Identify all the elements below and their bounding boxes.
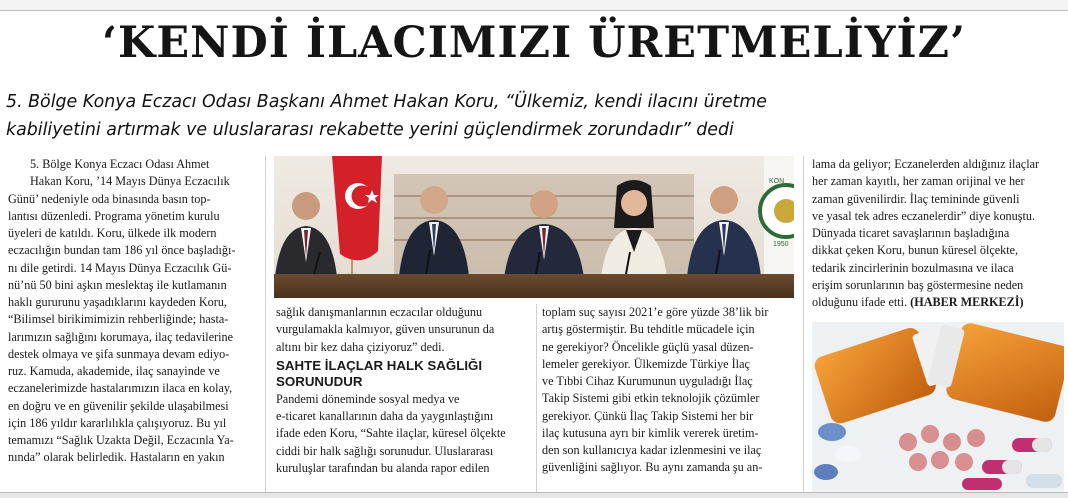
emblem-text-top: KON <box>769 178 785 185</box>
column-line: ciddi bir halk sağlığı sorunudur. Uluslararası <box>276 443 494 458</box>
column-line: ne gerekiyor? Öncelikle güçlü yasal düzen- <box>542 339 754 354</box>
medicine-pills-illustration <box>812 322 1064 492</box>
column-line: dikkat çeken Koru, bunun küresel ölçekte, <box>812 243 1019 258</box>
press-conference-photo <box>274 156 794 298</box>
column-line: kuruluşlar tarafından bu alanda rapor edilen <box>276 460 490 475</box>
subheadline <box>6 88 1064 144</box>
column-line: e-ticaret kanallarının daha da yaygınlaştığını <box>276 409 494 423</box>
column-line: Hakan Koru, ’14 Mayıs Dünya Eczacılık <box>30 174 230 189</box>
column-line: güvenliğini sağlıyor. Bu aynı zamanda şu an- <box>542 460 763 475</box>
column-line: ve yasal tek adres eczanelerdir” diye konuştu. <box>812 208 1035 223</box>
column-line: vurgulamakla kalmıyor, güven unsurunun da <box>276 322 495 337</box>
headline: ‘KENDİ İLACIMIZI ÜRETMELİYİZ’ <box>102 18 966 68</box>
column-line: temamızı “Sağlık Uzakta Değil, Eczacınla Ya- <box>8 433 234 447</box>
column-line: ifade eden Koru, “Sahte ilaçlar, küresel ölçekte <box>276 426 506 441</box>
section-subtitle <box>276 358 530 390</box>
column-line: Takip Sistemi gibi etkin teknolojik çözümler <box>542 391 760 406</box>
column-line: en doğru ve en güvenilir şekilde ulaşabilmesi <box>8 398 229 413</box>
column-line: lantısı düzenledi. Programa yönetim kurulu <box>8 208 220 223</box>
column-line: için 186 yıldır kararlılıkla çalışıyoruz. Bu yıl <box>8 415 227 430</box>
column-line: toplam suç sayısı 2021’e göre yüzde 38’lik bir <box>542 305 769 319</box>
column-line: nı dile getirdi. 14 Mayıs Dünya Eczacılık Gü- <box>8 260 232 275</box>
column-line: Günü’ nedeniyle oda binasında basın top- <box>8 191 211 206</box>
subheadline-line-1: 5. Bölge Konya Eczacı Odası Başkanı Ahmet Hakan Koru, “Ülkemiz, kendi ilacını üretme <box>6 92 768 112</box>
column-line: zaman güvenilirdir. İlaç temininde güvenli <box>812 191 1020 206</box>
column-line: 5. Bölge Konya Eczacı Odası Ahmet <box>30 157 210 171</box>
column-line: Pandemi döneminde sosyal medya ve <box>276 391 460 406</box>
article-column-1 <box>8 156 256 467</box>
article-column-3 <box>542 304 794 477</box>
column-line: Dünyada ticaret savaşlarının başladığına <box>812 226 1010 240</box>
column-line: artış göstermiştir. Bu tehditle mücadele için <box>542 322 755 337</box>
article-column-4 <box>812 156 1064 311</box>
column-line: nında” olarak belirledik. Hastaların en yakın <box>8 450 225 465</box>
column-line-last <box>812 294 1064 311</box>
column-line: den son kullanıcıya kadar izlenmesini ve ilaç <box>542 443 762 457</box>
column-divider <box>265 156 266 492</box>
column-line: ve Tıbbi Cihaz Kurumunun uyguladığı İlaç <box>542 374 753 388</box>
column-line: eczanelerimizde hastalarımızın ilaca en kolay, <box>8 381 233 396</box>
column-line: ilaç kutusuna ayrı bir kimlik vererek üretim- <box>542 425 759 440</box>
medicine-pills-photo <box>812 322 1064 492</box>
column-line: larımızın sağlığını korumaya, ilaç tedavilerine <box>8 329 234 344</box>
column-divider <box>536 304 537 492</box>
column-line: altını bir kez daha çiziyoruz” dedi. <box>276 339 445 354</box>
column-line: tedarik zincirlerinin bozulmasına ve ilaca <box>812 260 1014 275</box>
column-line: ruz. Kamuda, akademide, ilaç sanayinde ve <box>8 364 220 378</box>
column-line: üyeleri de katıldı. Koru, ülkede ilk modern <box>8 226 217 240</box>
column-line: lemeler gerekiyor. Ülkemizde Türkiye İlaç <box>542 356 750 371</box>
section-subtitle-line-2: SORUNUDUR <box>276 373 363 389</box>
column-line: haklı gururunu yaşadıklarını kaydeden Koru, <box>8 295 227 309</box>
column-line: her zaman kayıtlı, her zaman orijinal ve her <box>812 174 1025 189</box>
byline-credit: (HABER MERKEZİ) <box>910 295 1024 309</box>
closing-text: olduğunu ifade etti. <box>812 295 908 309</box>
press-conference-illustration <box>274 156 794 298</box>
column-line: “Bilimsel birikimimizin rehberliğinde; hasta- <box>8 312 229 327</box>
section-subtitle-line-1: SAHTE İLAÇLAR HALK SAĞLIĞI <box>276 357 483 373</box>
bottom-rule <box>0 492 1068 498</box>
column-line: gerekiyor. Çünkü İlaç Takip Sistemi her bir <box>542 408 754 423</box>
column-line: destek olmaya ve şifa sunmaya devam ediyo- <box>8 346 230 361</box>
column-line: erişim sorunlarının baş göstermesine neden <box>812 277 1024 292</box>
column-line: lama da geliyor; Eczanelerden aldığınız ilaçlar <box>812 157 1040 171</box>
emblem-text-year: 1950 <box>773 241 789 248</box>
top-rule <box>0 0 1068 11</box>
subheadline-line-2: kabiliyetini artırmak ve uluslararası rekabette yerini güçlendirmek zorundadır” dedi <box>6 120 734 140</box>
column-divider <box>803 156 804 492</box>
column-line: sağlık danışmanlarının eczacılar olduğunu <box>276 305 483 319</box>
article-column-2 <box>276 304 530 477</box>
column-line: nü’nü 50 bini aşkın meslektaş ile kutlamanın <box>8 277 227 292</box>
column-line: eczacılığın bundan tam 186 yıl önce başladığı- <box>8 243 236 258</box>
